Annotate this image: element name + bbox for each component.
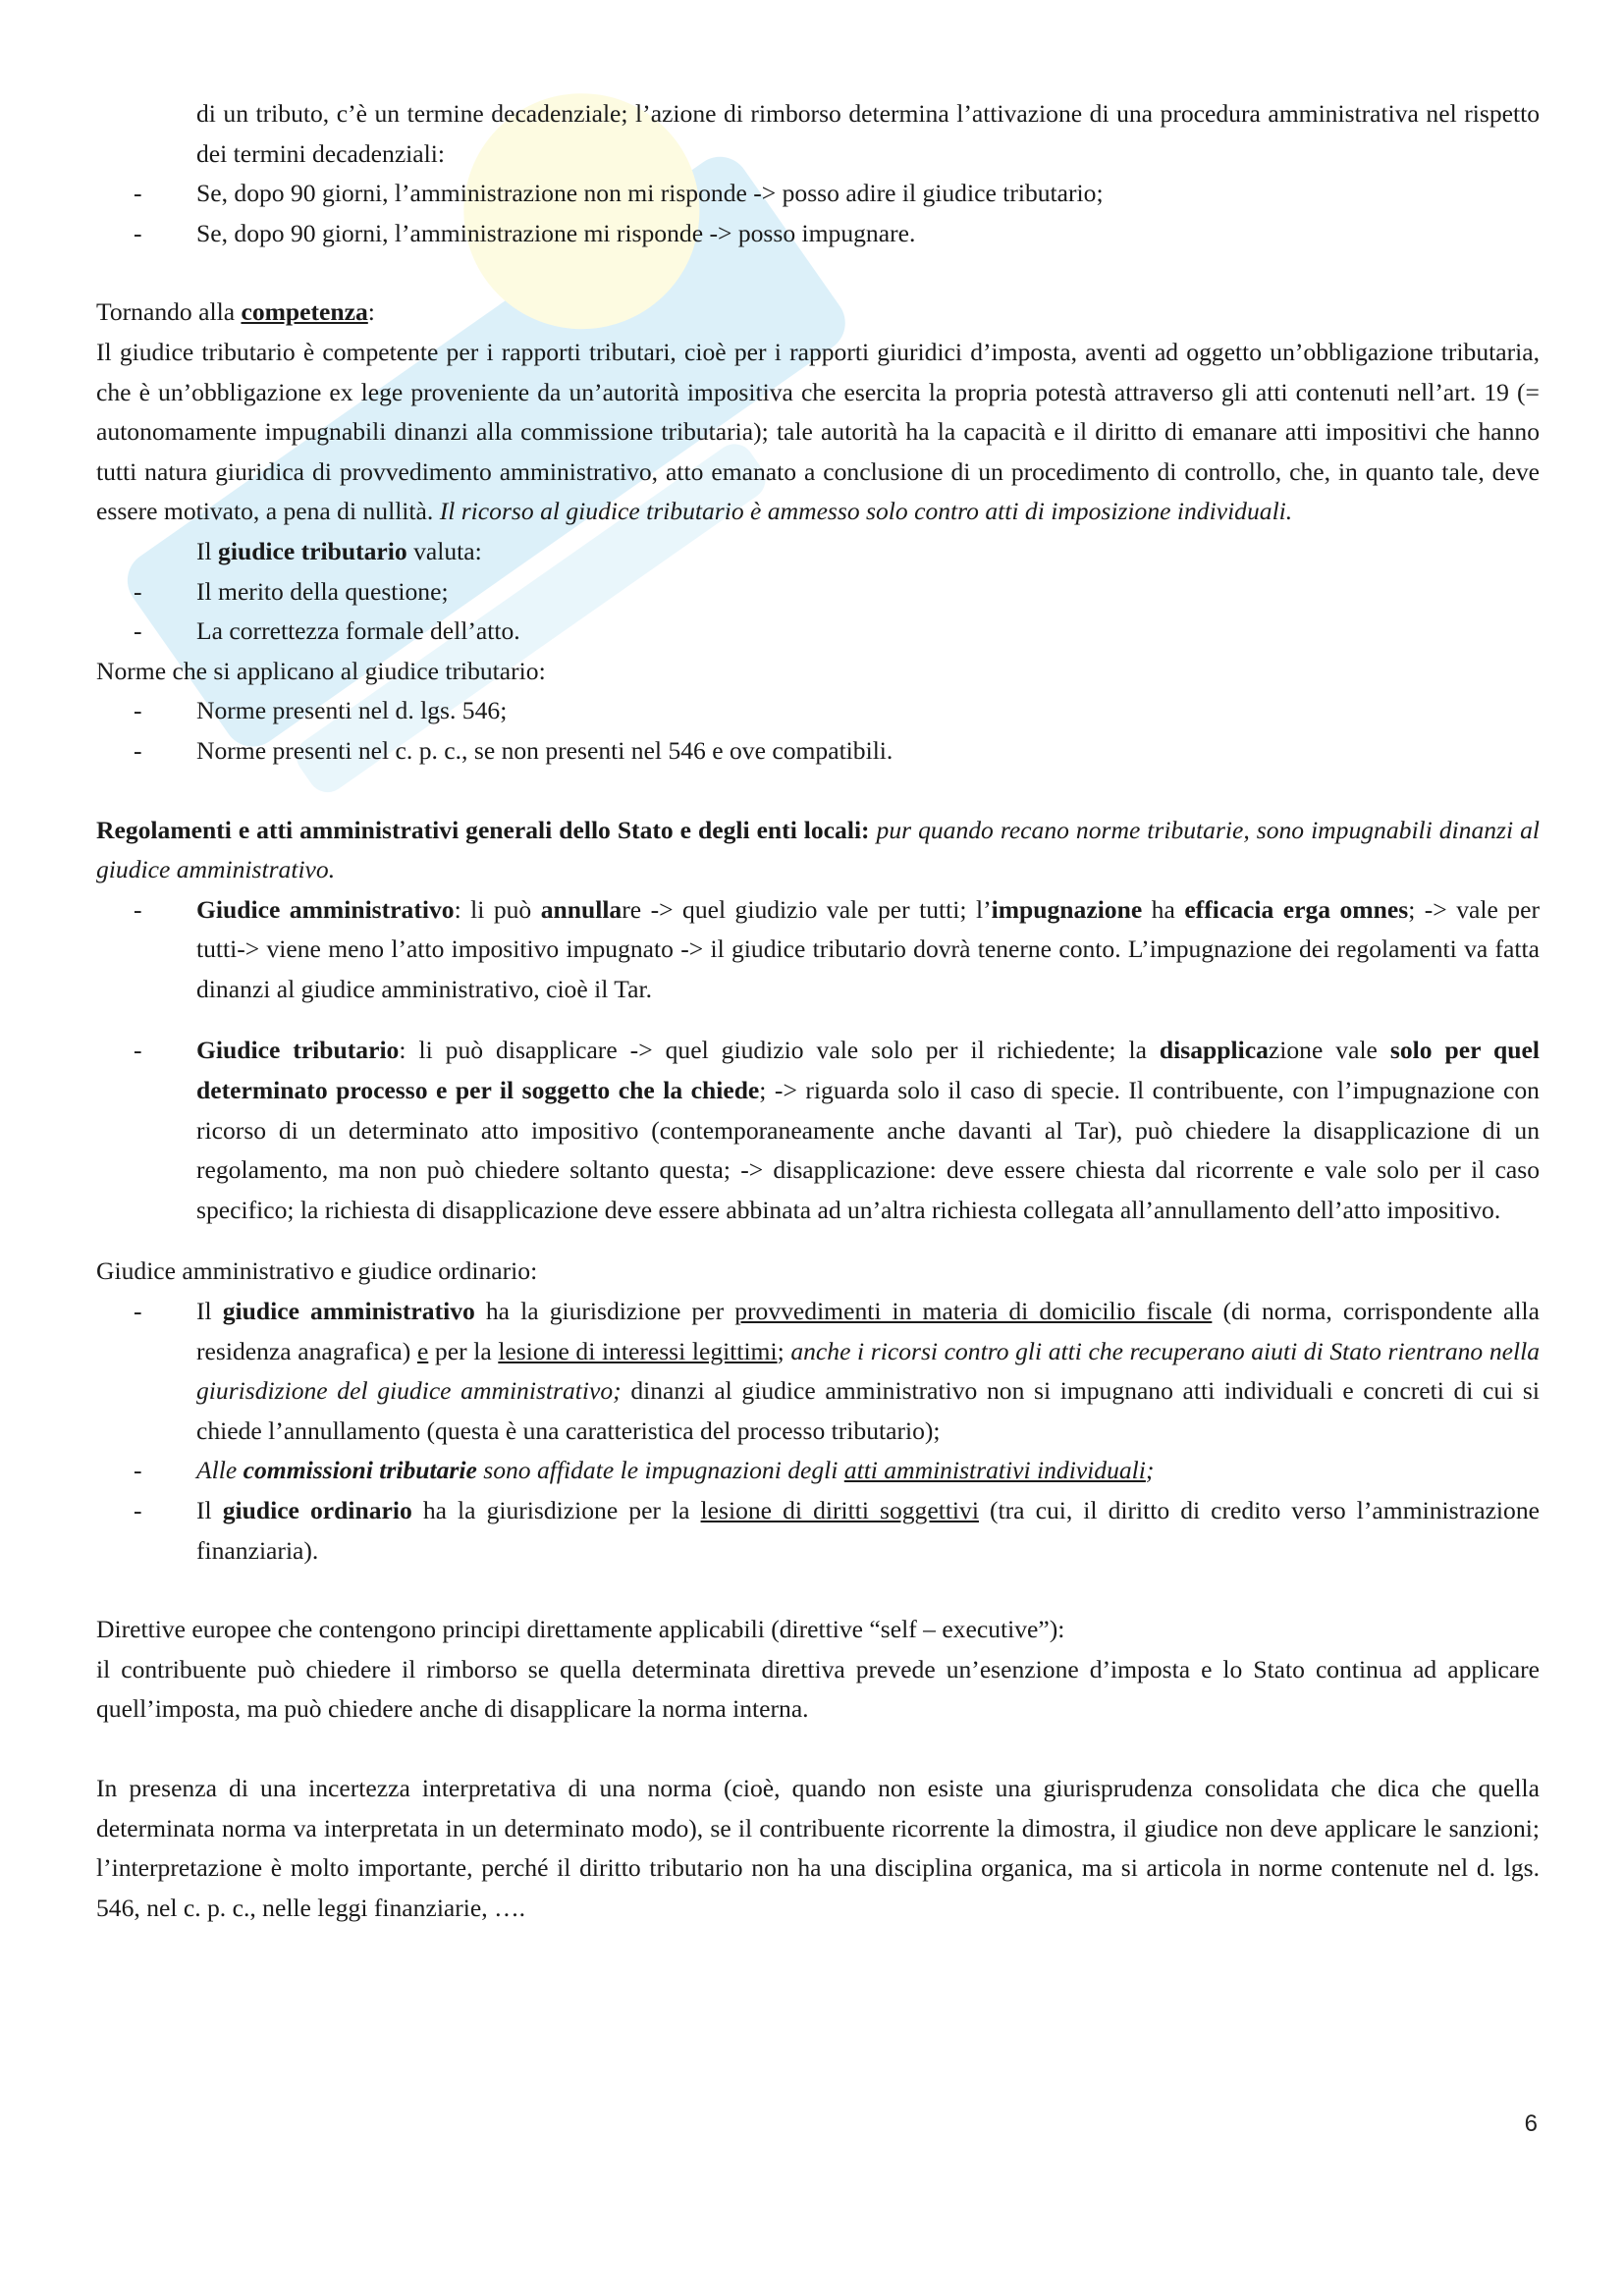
valuta-list bbox=[96, 572, 1540, 652]
document-page bbox=[96, 94, 1540, 1928]
norme-list bbox=[96, 691, 1540, 771]
list-item-giudice-tributario: - Giudice tributario: li può disapplicare -> quel giudizio vale solo per il richiedente; la disapplicazione vale solo per quel determinato processo e per il soggetto che la chiede; -> riguarda solo il caso di specie. Il contribuente, con l’impugnazione con ricorso di un determinato atto impositivo (contemporaneamente anche davanti al Tar), può chiedere la disapplicazione di un regolamento, ma non può chiedere soltanto questa; -> disapplicazione: deve essere chiesta dal ricorrente e vale solo per il caso specifico; la richiesta di disapplicazione deve essere abbinata ad un’altra richiesta collegata all’annullamento dell’atto impositivo. bbox=[96, 1031, 1540, 1230]
list-item: - Norme presenti nel c. p. c., se non presenti nel 546 e ove compatibili. bbox=[96, 731, 1540, 772]
regolamenti-list-2 bbox=[96, 1031, 1540, 1230]
giudici-title: Giudice amministrativo e giudice ordinario: bbox=[96, 1256, 538, 1286]
giudici-list bbox=[96, 1292, 1540, 1571]
list-item: - Il giudice amministrativo ha la giurisdizione per provvedimenti in materia di domicilio fiscale (di norma, corrispondente alla residenza anagrafica) e per la lesione di interessi legittimi; anche i ricorsi contro gli atti che recuperano aiuti di Stato rientrano nella giurisdizione del giudice amministrativo; dinanzi al giudice amministrativo non si impugnano atti individuali e concreti di cui si chiede l’annullamento (questa è una caratteristica del processo tributario); bbox=[96, 1292, 1540, 1451]
list-item: - Se, dopo 90 giorni, l’amministrazione non mi risponde -> posso adire il giudice tributario; bbox=[96, 174, 1540, 214]
page-number: 6 bbox=[1524, 2110, 1538, 2137]
list-item: - Norme presenti nel d. lgs. 546; bbox=[96, 691, 1540, 731]
intro-continued: di un tributo, c’è un termine decadenziale; l’azione di rimborso determina l’attivazione di una procedura amministrativa nel rispetto dei termini decadenziali: bbox=[196, 99, 1540, 168]
norme-title: Norme che si applicano al giudice tributario: bbox=[96, 656, 546, 685]
intro-list bbox=[96, 174, 1540, 253]
list-item: - Il giudice ordinario ha la giurisdizione per la lesione di diritti soggettivi (tra cui, il diritto di credito verso l’amministrazione finanziaria). bbox=[96, 1491, 1540, 1571]
direttive-title: Direttive europee che contengono principi direttamente applicabili (direttive “self – executive”): bbox=[96, 1615, 1065, 1644]
regolamenti-heading: Regolamenti e atti amministrativi generali dello Stato e degli enti locali: pur quando recano norme tributarie, sono impugnabili dinanzi al giudice amministrativo. bbox=[96, 815, 1540, 884]
list-item: - Se, dopo 90 giorni, l’amministrazione mi risponde -> posso impugnare. bbox=[96, 214, 1540, 254]
list-item: - La correttezza formale dell’atto. bbox=[96, 612, 1540, 652]
competenza-body: Il giudice tributario è competente per i rapporti tributari, cioè per i rapporti giuridici d’imposta, aventi ad oggetto un’obbligazione tributaria, che è un’obbligazione ex lege proveniente da un’autorità impositiva che esercita la propria potestà attraverso gli atti contenuti nell’art. 19 (= autonomamente impugnabili dinanzi alla commissione tributaria); tale autorità ha la capacità e il diritto di emanare atti impositivi che hanno tutti natura giuridica di provvedimento amministrativo, atto emanato a conclusione di un procedimento di controllo, che, in quanto tale, deve essere motivato, a pena di nullità. Il ricorso al giudice tributario è ammesso solo contro atti di imposizione individuali. bbox=[96, 337, 1540, 526]
incertezza-body: In presenza di una incertezza interpretativa di una norma (cioè, quando non esiste una giurisprudenza consolidata che dica che quella determinata norma va interpretata in un determinato modo), se il contribuente ricorrente la dimostra, il giudice non deve applicare le sanzioni; l’interpretazione è molto importante, perché il diritto tributario non ha una disciplina organica, ma si articola in norme contenute nel d. lgs. 546, nel c. p. c., nelle leggi finanziarie, …. bbox=[96, 1773, 1540, 1922]
competenza-heading: Tornando alla competenza: bbox=[96, 297, 375, 327]
valuta-intro: Il giudice tributario valuta: bbox=[196, 536, 482, 565]
direttive-body: il contribuente può chiedere il rimborso se quella determinata direttiva prevede un’esenzione d’imposta e lo Stato continua ad applicare quell’imposta, ma può chiedere anche di disapplicare la norma interna. bbox=[96, 1654, 1540, 1724]
list-item: - Il merito della questione; bbox=[96, 572, 1540, 613]
list-item-giudice-amministrativo: - Giudice amministrativo: li può annullare -> quel giudizio vale per tutti; l’impugnazione ha efficacia erga omnes; -> vale per tutti-> viene meno l’atto impositivo impugnato -> il giudice tributario dovrà tenerne conto. L’impugnazione dei regolamenti va fatta dinanzi al giudice amministrativo, cioè il Tar. bbox=[96, 890, 1540, 1010]
regolamenti-list bbox=[96, 890, 1540, 1010]
list-item: - Alle commissioni tributarie sono affidate le impugnazioni degli atti amministrativi individuali; bbox=[96, 1451, 1540, 1491]
